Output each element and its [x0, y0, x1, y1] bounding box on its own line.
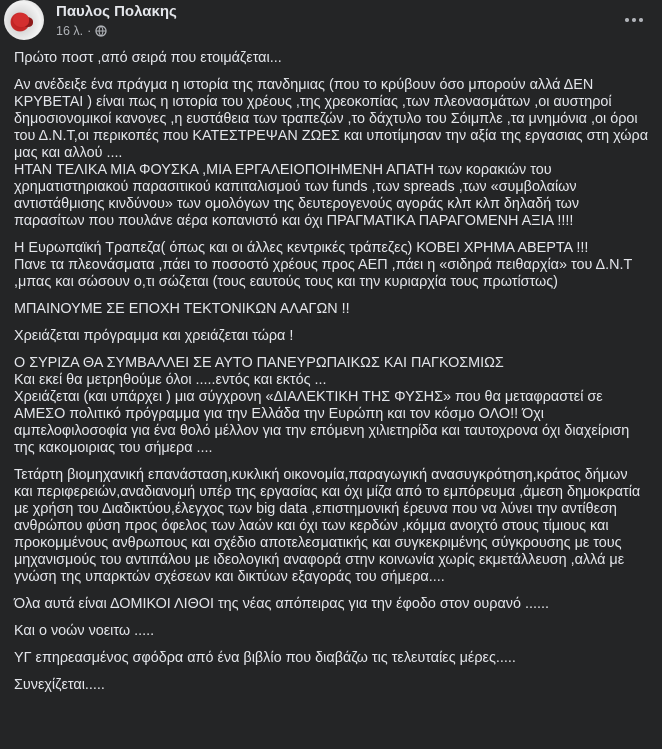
post-paragraph: Τετάρτη βιομηχανική επανάσταση,κυκλική οικονομία,παραγωγική ανασυγκρότηση,κράτος δήμων και περιφερειών,αναδιανομή υπέρ της εργασίας και όχι μίζα από το εμπόρευμα ,άμεση δημοκρατία με χρήση του Διαδικτύου,έλεγχος των big data ,επιστημονική έρευνα που να λύνει την αντίθεση ανθρώπου φύση προς όφελος των λαών και όχι των κερδών ,κόμμα ανοιχτό στους τίμιους και προκομμένους ανθρωπους και σχέδιο αποτελεσματικής και συγκεκριμένης σύγκρουσης με τους μηχανισμούς του αντιπάλου με ιδεολογική αναφορά στην κοινωνία χωρίς εκμετάλλευση ,αλλά με γνώση της υπαρκτών σχέσεων και δικτύων εξαγοράς του σήμερα.... — [14, 467, 641, 585]
post-paragraph: Πρώτο ποστ ,από σειρά που ετοιμάζεται... — [14, 50, 282, 66]
more-options-button[interactable] — [620, 8, 648, 32]
post-timestamp[interactable]: 16 λ. — [56, 24, 84, 38]
post-paragraph: Η Ευρωπαϊκή Τραπεζα( όπως και οι άλλες κεντρικές τράπεζες) ΚΟΒΕΙ ΧΡΗΜΑ ΑΒΕΡΤΑ !!! Πανε τα πλεονάσματα ,πάει το ποσοστό χρέους προς ΑΕΠ ,πάει η «σιδηρά πειθαρχία» του Δ.Ν.Τ ,μπας και σώσουν ο,τι σώζεται (τους εαυτούς τους και την κυριαρχία τους πρωτίστως) — [14, 240, 633, 290]
post-header — [0, 0, 662, 44]
post-paragraph: Αν ανέδειξε ένα πράγμα η ιστορία της πανδημιας (που το κρύβουν όσο μπορούν αλλά ΔΕΝ ΚΡΥΒΕΤΑΙ ) είναι πως η ιστορία του χρέους ,της χρεοκοπίας ,των πλεονασμάτων ,οι αυστηροί δημοσιονομικοί κανονες ,η ευστάθεια των τραπεζών ,το δάχτυλο του Σόιμπλε ,τα μνημόνια ,οι όροι του Δ.Ν.Τ,οι περικοπές που ΚΑΤΕΣΤΡΕΨΑΝ ΖΩΕΣ και υποτίμησαν την αξία της εργασιας στη χώρα μας και αλλού .... ΗΤΑΝ ΤΕΛΙΚΑ ΜΙΑ ΦΟΥΣΚΑ ,ΜΙΑ ΕΡΓΑΛΕΙΟΠΟΙΗΜΕΝΗ ΑΠΑΤΗ των κορακιών του χρηματιστηριακού παρασιτικού καπιταλισμού των funds ,των spreads ,των «συμβολαίων αντιστάθμισης κινδύνου» των ομολόγων της δευτερογενούς αγοράς κλπ κλπ δηλαδή των παρασίτων που πουλάνε αέρα κοπανιστό και όχι ΠΡΑΓΜΑΤΙΚΑ ΠΑΡΑΓΟΜΕΝΗ ΑΞΙΑ !!!! — [14, 77, 649, 229]
more-options-icon — [624, 17, 644, 23]
avatar-image — [13, 13, 29, 27]
post-paragraph: Χρειάζεται πρόγραμμα και χρειάζεται τώρα ! — [14, 328, 294, 344]
post-meta — [56, 23, 107, 39]
author-avatar[interactable] — [4, 0, 44, 40]
meta-separator: · — [87, 24, 92, 38]
globe-icon[interactable] — [95, 25, 107, 37]
author-name[interactable]: Παυλος Πολακης — [56, 3, 177, 20]
post-paragraph: Όλα αυτά είναι ΔΟΜΙΚΟΙ ΛΙΘΟΙ της νέας απόπειρας για την έφοδο στον ουρανό ...... — [14, 596, 549, 612]
post-paragraph: ΜΠΑΙΝΟΥΜΕ ΣΕ ΕΠΟΧΗ ΤΕΚΤΟΝΙΚΩΝ ΑΛΑΓΩΝ !! — [14, 301, 350, 317]
post-paragraph: Ο ΣΥΡΙΖΑ ΘΑ ΣΥΜΒΑΛΛΕΙ ΣΕ ΑΥΤΟ ΠΑΝΕΥΡΩΠΑΙΚΩΣ ΚΑΙ ΠΑΓΚΟΣΜΙΩΣ Και εκεί θα μετρηθούμε όλοι .....εντός και εκτός ... Χρειάζεται (και υπάρχει ) μια σύγχρονη «ΔΙΑΛΕΚΤΙΚΗ ΤΗΣ ΦΥΣΗΣ» που θα μεταφραστεί σε ΑΜΕΣΟ πολιτικό πρόγραμμα για την Ελλάδα την Ευρώπη και τον κόσμο ΟΛΟ!! Όχι αμπελοφιλοσοφία για ένα θολό μέλλον για την επόμενη χιλιετηρίδα και ταυτοχρονα όχι διαχείριση της κακομοιριας του σήμερα .... — [14, 355, 630, 456]
post-body — [14, 50, 650, 704]
post-paragraph: ΥΓ επηρεασμένος σφόδρα από ένα βιβλίο που διαβάζω τις τελευταίες μέρες..... — [14, 650, 516, 666]
post-paragraph: Και ο νοών νοειτω ..... — [14, 623, 155, 639]
post-paragraph: Συνεχίζεται..... — [14, 677, 105, 693]
